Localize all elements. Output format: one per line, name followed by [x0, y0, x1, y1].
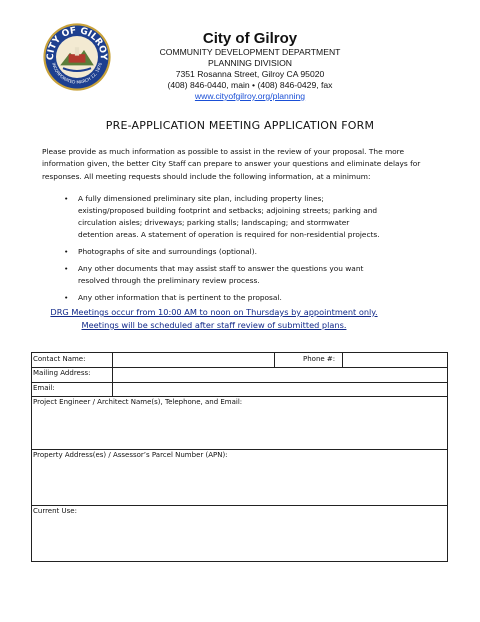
street-address: 7351 Rosanna Street, Gilroy CA 95020: [175, 69, 325, 79]
mailing-address-label: Mailing Address:: [33, 369, 91, 377]
intro-paragraph: Please provide as much information as possible to assist in the review of your proposal. The more information given, the better City Staff can prepare to answer your questions and eliminate delays for responses. All meeting requests should include the following information, at a minimum:: [42, 147, 421, 181]
requirements-list: [64, 193, 384, 309]
svg-text:INCORPORATED MARCH 12, 1870: INCORPORATED MARCH 12, 1870: [51, 62, 103, 85]
engineer-field[interactable]: [32, 408, 447, 449]
row-divider: [32, 505, 447, 506]
current-use-label: Current Use:: [33, 507, 77, 515]
property-field[interactable]: [32, 461, 447, 505]
row-divider: [32, 396, 447, 397]
website-link[interactable]: www.cityofgilroy.org/planning: [194, 91, 306, 101]
list-item: • Photographs of site and surroundings (optional).: [64, 247, 257, 256]
row-divider: [32, 449, 447, 450]
review-notice: Meetings will be scheduled after staff review of submitted plans.: [81, 320, 347, 330]
current-use-field[interactable]: [32, 517, 447, 561]
mailing-address-field[interactable]: [113, 368, 447, 382]
division-name: PLANNING DIVISION: [207, 58, 293, 68]
contact-name-field[interactable]: [113, 353, 274, 367]
form-title: PRE-APPLICATION MEETING APPLICATION FORM: [105, 119, 375, 132]
phone-label: Phone #:: [303, 355, 336, 363]
column-divider: [274, 353, 275, 367]
application-form-table: [31, 352, 448, 562]
main-phone: (408) 846-0440, main: [167, 80, 250, 90]
email-field[interactable]: [113, 383, 447, 396]
phone-numbers: (408) 846-0440, main • (408) 846-0429, fax: [167, 80, 333, 90]
property-label: Property Address(es) / Assessor’s Parcel Number (APN):: [33, 451, 228, 459]
meeting-schedule-notice: DRG Meetings occur from 10:00 AM to noon on Thursdays by appointment only.: [50, 307, 378, 317]
fax-phone: (408) 846-0429, fax: [257, 80, 333, 90]
list-item: • Any other documents that may assist staff to answer the questions you want resolved through the preliminary review process.: [64, 264, 364, 285]
contact-name-label: Contact Name:: [33, 355, 86, 363]
city-seal-logo: [42, 22, 112, 92]
letterhead: [140, 30, 360, 102]
department-name: COMMUNITY DEVELOPMENT DEPARTMENT: [159, 47, 341, 57]
email-label: Email:: [33, 384, 55, 392]
list-item: • Any other information that is pertinent to the proposal.: [64, 293, 282, 302]
city-name: City of Gilroy: [202, 30, 298, 47]
svg-text:CITY OF GILROY: CITY OF GILROY: [46, 26, 108, 61]
engineer-label: Project Engineer / Architect Name(s), Telephone, and Email:: [33, 398, 243, 406]
list-item: • A fully dimensioned preliminary site plan, including property lines; existing/proposed building footprint and setbacks; adjoining streets; parking and circulation aisles; driveways; parking stalls; landscaping; and stormwater detention areas. A statement of operation is required for non-residential projects.: [64, 194, 380, 239]
phone-field[interactable]: [343, 353, 447, 367]
